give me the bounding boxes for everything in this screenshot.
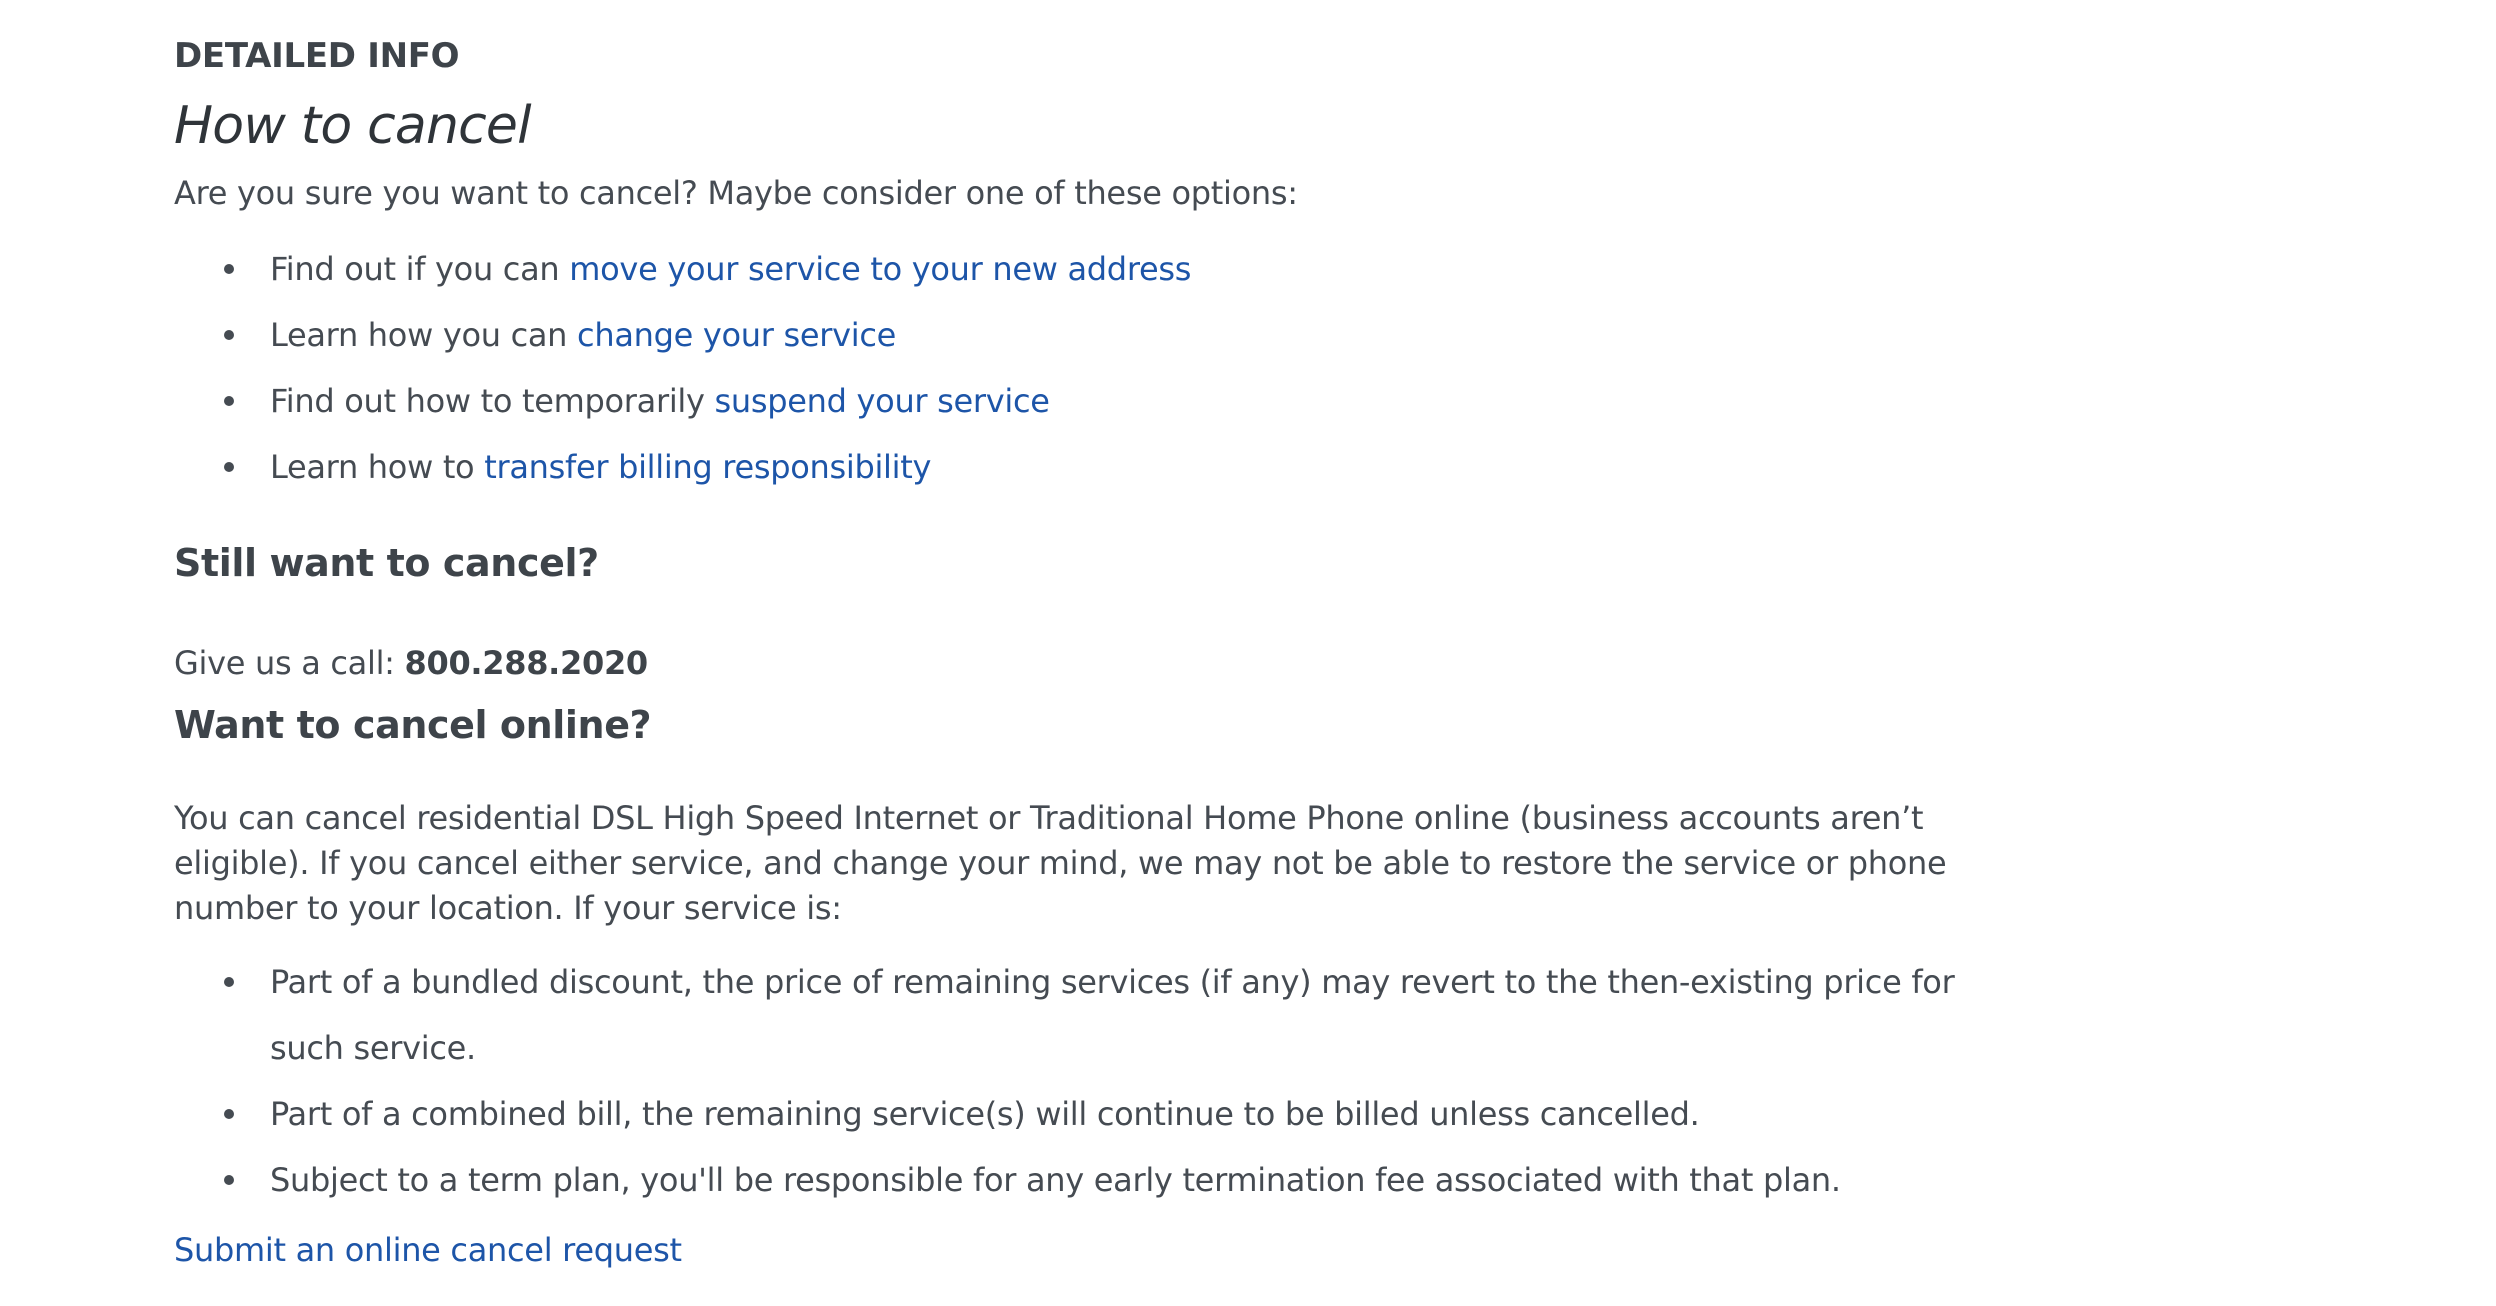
option-prefix: Learn how to [270, 448, 485, 486]
transfer-billing-link[interactable]: transfer billing responsibility [484, 448, 932, 486]
list-item [270, 434, 1974, 500]
options-list [174, 236, 1974, 500]
suspend-service-link[interactable]: suspend your service [714, 382, 1050, 420]
call-label: Give us a call: [174, 644, 405, 682]
option-prefix: Learn how you can [270, 316, 578, 354]
cancel-online-description: You can cancel residential DSL High Speed Internet or Traditional Home Phone online (business accounts aren’t eligible). If you cancel either service, and change your mind, we may not be able to restore the service or phone number to your location. If your service is: [174, 799, 1947, 927]
list-item [270, 302, 1974, 368]
list-item: Part of a bundled discount, the price of remaining services (if any) may revert to the then-existing price for such service. [270, 949, 1990, 1081]
move-service-link[interactable]: move your service to your new address [569, 250, 1192, 288]
submit-cancel-request-link[interactable]: Submit an online cancel request [174, 1231, 682, 1269]
call-text [174, 634, 1974, 692]
phone-number: 800.288.2020 [404, 644, 648, 682]
list-item: Part of a combined bill, the remaining service(s) will continue to be billed unless cancelled. [270, 1081, 1990, 1147]
change-service-link[interactable]: change your service [577, 316, 897, 354]
option-prefix: Find out if you can [270, 250, 570, 288]
eyebrow-label: DETAILED INFO [174, 36, 460, 76]
conditions-list [174, 949, 1990, 1213]
intro-text: Are you sure you want to cancel? Maybe consider one of these options: [174, 174, 1298, 212]
page-title: How to cancel [174, 96, 531, 156]
cancel-online-heading: Want to cancel online? [174, 703, 652, 747]
main-content [174, 30, 1974, 1279]
list-item: Subject to a term plan, you'll be responsible for any early termination fee associated with that plan. [270, 1147, 1990, 1213]
list-item [270, 236, 1974, 302]
option-prefix: Find out how to temporarily [270, 382, 715, 420]
still-cancel-heading: Still want to cancel? [174, 541, 599, 585]
list-item [270, 368, 1974, 434]
